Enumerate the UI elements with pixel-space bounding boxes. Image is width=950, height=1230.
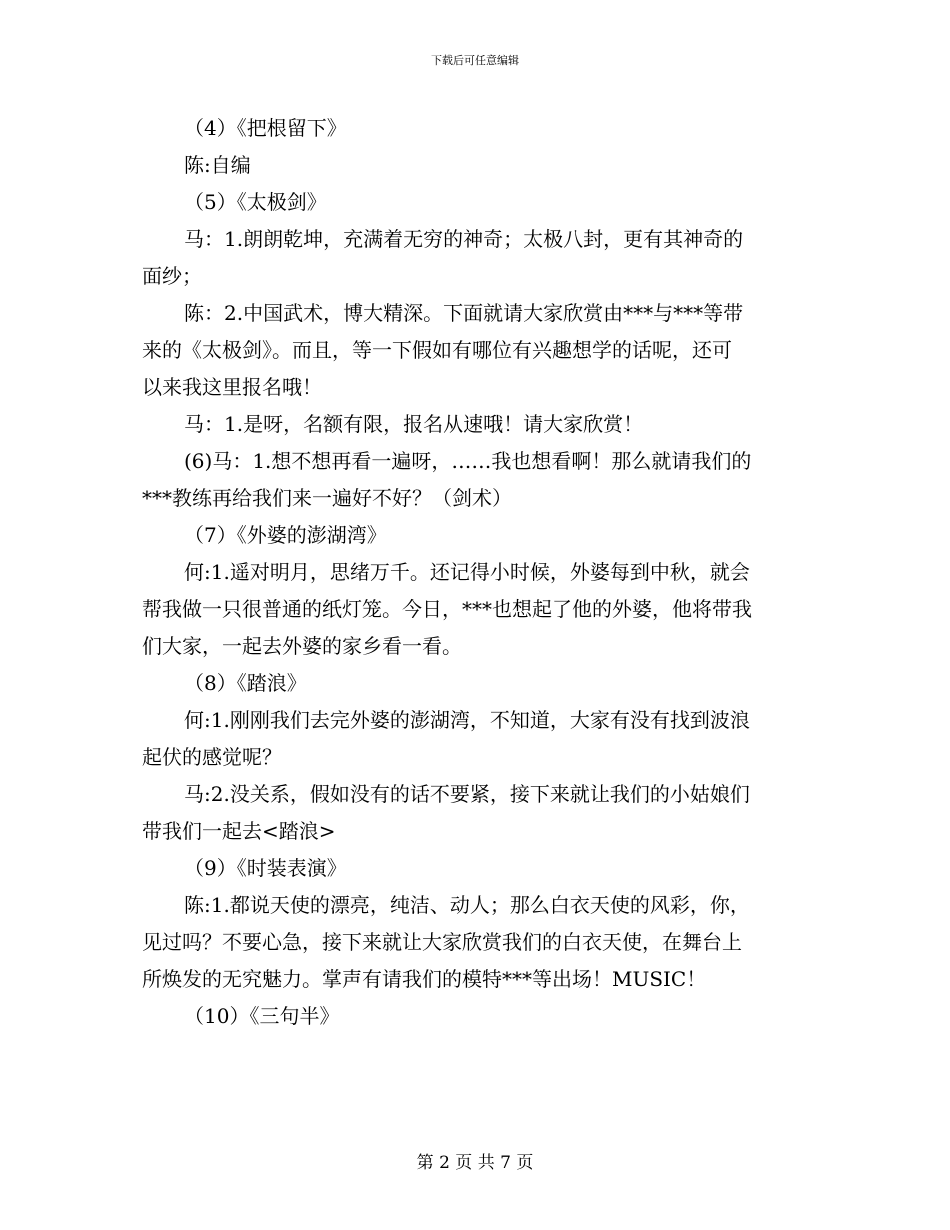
page-header: 下载后可任意编辑	[431, 54, 519, 67]
text-line: （7）《外婆的澎湖湾》	[184, 523, 387, 547]
text-line: 所焕发的无究魅力。掌声有请我们的模特***等出场！MUSIC！	[142, 967, 707, 991]
text-line: 带我们一起去<踏浪>	[142, 819, 336, 843]
text-line: （5）《太极剑》	[184, 190, 327, 214]
text-line: （10）《三句半》	[184, 1004, 340, 1028]
text-line: 马:2.没关系，假如没有的话不要紧，接下来就让我们的小姑娘们	[184, 782, 750, 806]
text-line: （4）《把根留下》	[184, 116, 347, 140]
document-body	[142, 110, 810, 1035]
text-line: 陈:1.都说天使的漂亮，纯洁、动人；那么白衣天使的风彩，你，	[184, 893, 750, 917]
page-number: 第 2 页 共 7 页	[416, 1153, 534, 1173]
text-line: 以来我这里报名哦！	[142, 375, 322, 399]
text-line: 马：1.是呀，名额有限，报名从速哦！请大家欣赏！	[184, 412, 644, 436]
text-line: (6)马：1.想不想再看一遍呀，……我也想看啊！那么就请我们的	[184, 449, 752, 473]
text-line: ***教练再给我们来一遍好不好？（剑术）	[142, 486, 512, 510]
text-line: 陈：2.中国武术，博大精深。下面就请大家欣赏由***与***等带	[184, 301, 744, 325]
text-line: 何:1.遥对明月，思绪万千。还记得小时候，外婆每到中秋，就会	[184, 560, 750, 584]
text-line: 帮我做一只很普通的纸灯笼。今日，***也想起了他的外婆，他将带我	[142, 597, 752, 621]
text-line: 见过吗？不要心急，接下来就让大家欣赏我们的白衣天使，在舞台上	[142, 930, 742, 954]
text-line: 马：1.朗朗乾坤，充满着无穷的神奇；太极八封，更有其神奇的	[184, 227, 744, 251]
text-line: 陈:自编	[184, 153, 251, 177]
text-line: 起伏的感觉呢？	[142, 745, 282, 769]
text-line: 面纱；	[142, 264, 202, 288]
text-line: 何:1.刚刚我们去完外婆的澎湖湾，不知道，大家有没有找到波浪	[184, 708, 750, 732]
text-line: 来的《太极剑》。而且，等一下假如有哪位有兴趣想学的话呢，还可	[142, 338, 732, 362]
text-line: （8）《踏浪》	[184, 671, 307, 695]
text-line: （9）《时装表演》	[184, 856, 347, 880]
text-line: 们大家，一起去外婆的家乡看一看。	[142, 634, 462, 658]
